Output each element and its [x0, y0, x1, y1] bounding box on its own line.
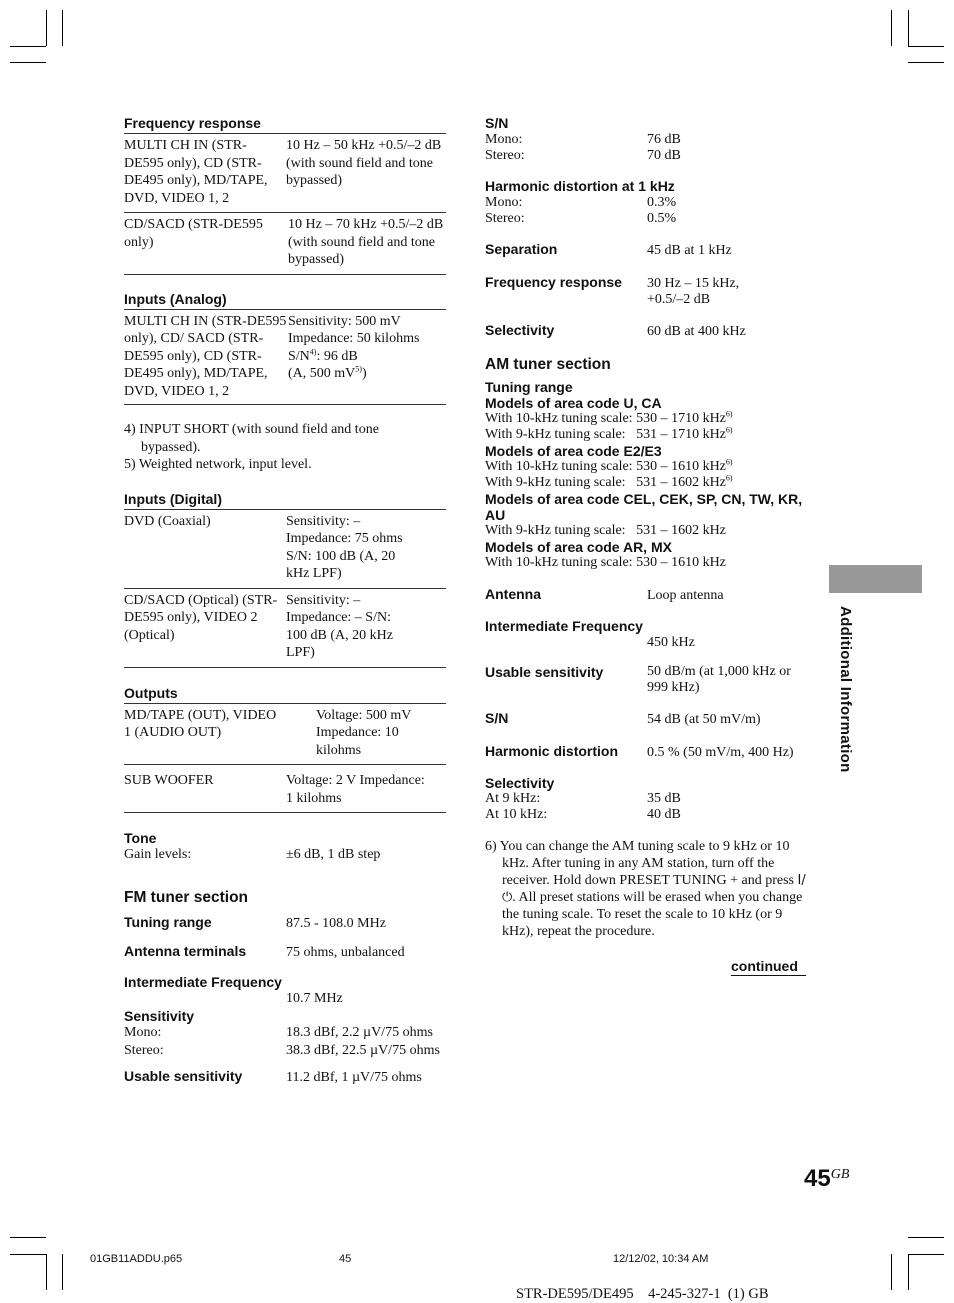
- inputs-digital-heading: Inputs (Digital): [124, 490, 222, 507]
- sn-value: : 96 dB: [316, 348, 358, 364]
- fm-sens-mono-value: 18.3 dBf, 2.2 µV/75 ohms: [286, 1025, 433, 1040]
- crop-mark: [908, 10, 909, 46]
- crop-mark: [62, 10, 63, 46]
- crop-mark: [10, 62, 46, 63]
- crop-mark: [891, 10, 892, 46]
- am-area-line: With 10-kHz tuning scale: 530 – 1610 kHz: [485, 555, 726, 570]
- harmonic-distortion-heading: Harmonic distortion at 1 kHz: [485, 178, 675, 194]
- footnote-ref: 5): [355, 364, 362, 374]
- am-sn-value: 54 dB (at 50 mV/m): [647, 712, 761, 727]
- spec-row: [124, 589, 446, 668]
- fm-sens-mono-row: [124, 1024, 446, 1042]
- am-if-label: Intermediate Frequency: [485, 617, 643, 634]
- crop-mark: [46, 10, 47, 46]
- sn-mono-label: Mono:: [485, 132, 523, 147]
- separation-value: 45 dB at 1 kHz: [647, 243, 732, 258]
- spec-row: [124, 310, 446, 406]
- am-antenna-label: Antenna: [485, 586, 541, 602]
- crop-mark: [908, 46, 944, 47]
- inputs-analog-heading: Inputs (Analog): [124, 290, 227, 307]
- page-number-value: 45: [804, 1165, 831, 1192]
- weighting-close: ): [361, 366, 367, 381]
- fm-if-value: 10.7 MHz: [286, 990, 343, 1006]
- spec-label: SUB WOOFER: [124, 773, 214, 788]
- fm-antenna-row: [124, 943, 446, 962]
- footnote-ref: 6): [725, 457, 733, 467]
- crop-mark: [46, 1254, 47, 1290]
- spec-row: [124, 704, 446, 766]
- footnote-ref: 4): [309, 346, 317, 356]
- hd-stereo-row: [485, 210, 807, 228]
- sn-stereo-value: 70 dB: [647, 147, 681, 163]
- spec-row: [124, 213, 446, 275]
- am-area-line: [485, 459, 807, 475]
- hd-stereo-value: 0.5%: [647, 210, 677, 226]
- am-hd-label: Harmonic distortion: [485, 742, 619, 759]
- fm-sens-mono-label: Mono:: [124, 1025, 162, 1040]
- footer-date: 12/12/02, 10:34 AM: [613, 1253, 709, 1265]
- sn-mono-value: 76 dB: [647, 132, 681, 147]
- am-area-line: [485, 427, 807, 443]
- am-scale-text: With 9-kHz tuning scale: 531 – 1710 kHz: [485, 427, 726, 442]
- spec-value: [288, 313, 446, 401]
- am-antenna-row: [485, 586, 807, 605]
- spec-label: CD/SACD (STR-DE595 only): [124, 217, 263, 250]
- am-area-heading: Models of area code CEL, CEK, SP, CN, TW, KR, AU: [485, 491, 803, 523]
- fm-sens-stereo-row: [124, 1042, 446, 1060]
- sn-stereo-row: [485, 147, 807, 165]
- crop-mark: [62, 1254, 63, 1290]
- am-usable-row: [485, 664, 807, 696]
- fm-usable-row: [124, 1068, 446, 1087]
- fm-antenna-value: 75 ohms, unbalanced: [286, 945, 405, 960]
- tone-value: ±6 dB, 1 dB step: [286, 847, 381, 862]
- hd-mono-value: 0.3%: [647, 195, 677, 210]
- crop-mark: [908, 1237, 944, 1238]
- left-column: [124, 115, 446, 1087]
- spec-label: MULTI CH IN (STR-DE595 only), CD/ SACD (STR-DE595 only), CD (STR-DE495 only), MD/TAPE, DVD, VIDEO 1, 2: [124, 313, 287, 399]
- am-selectivity-heading: Selectivity: [485, 775, 555, 791]
- freq-response-heading: Frequency response: [124, 115, 261, 131]
- hd-stereo-label: Stereo:: [485, 210, 525, 226]
- crop-mark: [891, 1254, 892, 1290]
- am-area-line: [485, 411, 807, 427]
- am-area-heading: Models of area code AR, MX: [485, 539, 672, 555]
- spec-value-line: Impedance: 50 kilohms: [288, 331, 420, 346]
- fm-if-label: Intermediate Frequency: [124, 973, 282, 990]
- fm-sens-stereo-label: Stereo:: [124, 1042, 164, 1058]
- fm-antenna-label: Antenna terminals: [124, 943, 247, 959]
- crop-mark: [10, 1254, 46, 1255]
- separation-row: [485, 241, 807, 260]
- hd-mono-label: Mono:: [485, 195, 523, 210]
- footnote-ref: 6): [725, 409, 733, 419]
- spec-value: 10 Hz – 50 kHz +0.5/–2 dB (with sound field and tone bypassed): [286, 138, 442, 188]
- continued-label: continued: [731, 958, 806, 976]
- outputs-heading: Outputs: [124, 684, 178, 701]
- spec-label: MD/TAPE (OUT), VIDEO 1 (AUDIO OUT): [124, 707, 277, 740]
- fm-section-heading: FM tuner section: [124, 888, 249, 906]
- tone-row: [124, 846, 446, 864]
- am-sel-10-row: [485, 807, 807, 823]
- tone-label: Gain levels:: [124, 847, 192, 862]
- separation-label: Separation: [485, 241, 558, 257]
- am-if-row: [485, 634, 807, 652]
- am-sn-label: S/N: [485, 710, 509, 726]
- sn-heading: S/N: [485, 115, 509, 131]
- am-area-line: [485, 475, 807, 491]
- fm-usable-value: 11.2 dBf, 1 µV/75 ohms: [286, 1070, 422, 1085]
- footnote-4: 4) INPUT SHORT (with sound field and tone bypassed).: [124, 422, 379, 455]
- spec-value-line: [288, 365, 446, 383]
- sn-text: S/N: [288, 348, 310, 364]
- am-sel-10-label: At 10 kHz:: [485, 807, 548, 822]
- fm-freq-label: Frequency response: [485, 273, 622, 290]
- spec-row: [124, 765, 446, 813]
- fm-tuning-label: Tuning range: [124, 913, 212, 930]
- section-tab: [829, 565, 922, 593]
- crop-mark: [908, 1254, 909, 1290]
- right-column: [485, 115, 807, 940]
- am-antenna-value: Loop antenna: [647, 588, 724, 603]
- page-number-suffix: GB: [830, 1167, 850, 1182]
- am-usable-label: Usable sensitivity: [485, 664, 604, 680]
- fm-tuning-value: 87.5 - 108.0 MHz: [286, 915, 386, 931]
- am-section-heading: AM tuner section: [485, 356, 611, 373]
- fm-usable-label: Usable sensitivity: [124, 1068, 243, 1084]
- power-icon: I/⏻: [502, 873, 806, 905]
- footer-file: 01GB11ADDU.p65: [90, 1253, 183, 1265]
- page-number: [804, 1165, 849, 1193]
- footnote-ref: 6): [725, 473, 733, 483]
- am-area-heading: Models of area code U, CA: [485, 395, 662, 411]
- spec-label: DVD (Coaxial): [124, 513, 211, 529]
- tone-heading: Tone: [124, 830, 157, 846]
- footnote-5: 5) Weighted network, input level.: [124, 457, 312, 472]
- footer-page: 45: [339, 1253, 352, 1265]
- am-area-heading: Models of area code E2/E3: [485, 443, 662, 459]
- sn-stereo-label: Stereo:: [485, 147, 525, 163]
- spec-value: 10 Hz – 70 kHz +0.5/–2 dB (with sound field and tone bypassed): [288, 217, 444, 267]
- section-tab-label: Additional Information: [837, 606, 854, 773]
- am-hd-value: 0.5 % (50 mV/m, 400 Hz): [647, 744, 794, 760]
- footnote-6: [485, 838, 807, 940]
- fm-selectivity-label: Selectivity: [485, 321, 555, 338]
- footnote-ref: 6): [725, 425, 733, 435]
- spec-value-line: [288, 348, 446, 366]
- spacer: [124, 990, 286, 1008]
- fm-sensitivity-heading: Sensitivity: [124, 1008, 195, 1024]
- crop-mark: [10, 1237, 46, 1238]
- crop-mark: [908, 62, 944, 63]
- fm-selectivity-value: 60 dB at 400 kHz: [647, 323, 746, 339]
- spec-label: MULTI CH IN (STR-DE595 only), CD (STR-DE495 only), MD/TAPE, DVD, VIDEO 1, 2: [124, 138, 268, 206]
- spec-value: Voltage: 2 V Impedance: 1 kilohms: [286, 773, 425, 806]
- footnote-6-text-end: . All preset stations will be erased when you change the tuning scale. To reset the scale to 10 kHz (or 9 kHz), repeat the procedure.: [502, 890, 803, 939]
- am-sel-9-value: 35 dB: [647, 791, 681, 806]
- am-if-value: 450 kHz: [647, 634, 695, 650]
- footer-model: STR-DE595/DE495 4-245-327-1 (1) GB: [516, 1286, 769, 1302]
- am-sel-10-value: 40 dB: [647, 807, 681, 822]
- spec-value: Voltage: 500 mV Impedance: 10 kilohms: [316, 707, 412, 758]
- fm-tuning-row: [124, 914, 446, 933]
- am-sel-9-row: [485, 791, 807, 807]
- crop-mark: [908, 1254, 944, 1255]
- am-scale-text: With 10-kHz tuning scale: 530 – 1610 kHz: [485, 459, 726, 474]
- fm-selectivity-row: [485, 322, 807, 341]
- crop-mark: [10, 46, 46, 47]
- am-scale-text: With 10-kHz tuning scale: 530 – 1710 kHz: [485, 411, 726, 426]
- fm-freq-value: 30 Hz – 15 kHz, +0.5/–2 dB: [647, 275, 740, 307]
- fm-if-row: [124, 990, 446, 1008]
- am-usable-value: 50 dB/m (at 1,000 kHz or 999 kHz): [647, 664, 791, 695]
- spec-value: Sensitivity: – Impedance: 75 ohms S/N: 100 dB (A, 20 kHz LPF): [286, 513, 403, 581]
- weighting-text: (A, 500 mV: [288, 366, 356, 381]
- spec-row: [124, 134, 446, 213]
- spec-label: CD/SACD (Optical) (STR-DE595 only), VIDEO 2 (Optical): [124, 592, 278, 643]
- spec-value-line: Sensitivity: 500 mV: [288, 313, 401, 329]
- spacer: [485, 634, 647, 652]
- fm-sens-stereo-value: 38.3 dBf, 22.5 µV/75 ohms: [286, 1042, 440, 1058]
- am-hd-row: [485, 743, 807, 762]
- am-tuning-heading: Tuning range: [485, 379, 573, 395]
- am-area-line: With 9-kHz tuning scale: 531 – 1602 kHz: [485, 523, 726, 538]
- am-sn-row: [485, 710, 807, 729]
- spec-value: Sensitivity: – Impedance: – S/N: 100 dB (A, 20 kHz LPF): [286, 592, 393, 660]
- fm-freq-row: [485, 274, 807, 308]
- am-sel-9-label: At 9 kHz:: [485, 791, 541, 806]
- footnote-6-text: 6) You can change the AM tuning scale to 9 kHz or 10 kHz. After tuning in any AM station, turn off the receiver. Hold down PRESET TUNING + and press: [485, 839, 798, 888]
- am-scale-text: With 9-kHz tuning scale: 531 – 1602 kHz: [485, 475, 726, 490]
- spec-row: [124, 510, 446, 589]
